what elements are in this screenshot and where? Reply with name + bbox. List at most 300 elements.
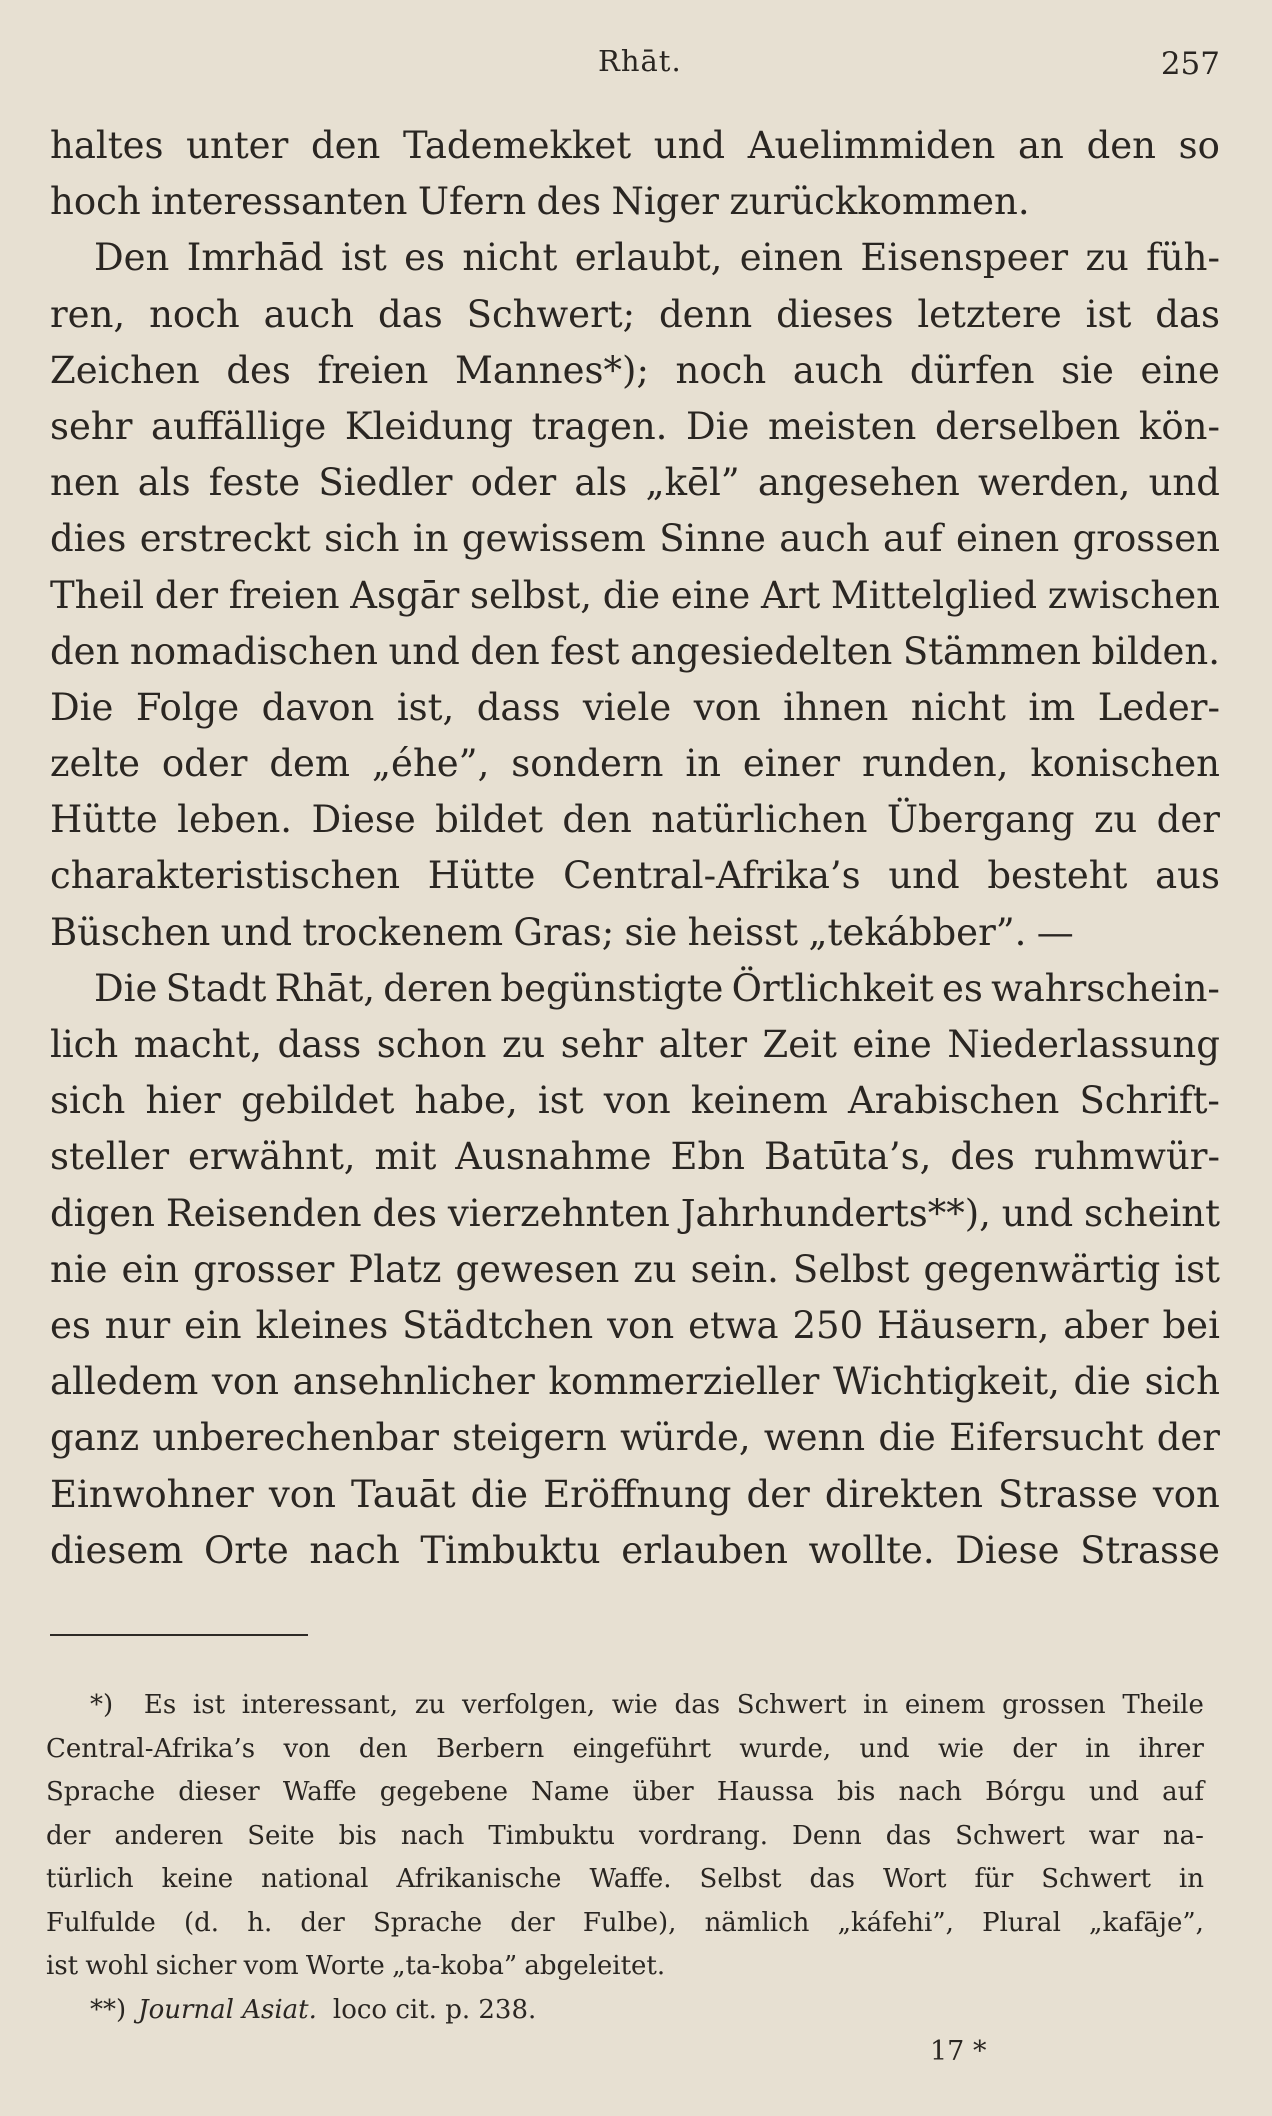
- word: mit: [374, 1135, 437, 1179]
- word: auch: [263, 292, 355, 336]
- word: Diese: [955, 1528, 1060, 1572]
- word: von: [693, 685, 761, 729]
- word: interessanten: [151, 180, 408, 224]
- word: —: [1036, 910, 1074, 954]
- word: sehr: [560, 1023, 644, 1066]
- word: wohl: [85, 1951, 149, 1981]
- word: „kafāje”,: [1089, 1907, 1204, 1938]
- word: selbst,: [470, 573, 593, 617]
- word: Diese: [311, 798, 416, 842]
- word: angesiedelten: [630, 629, 893, 673]
- word: ruhmwür-: [1033, 1135, 1220, 1179]
- word: gegenwärtig: [923, 1247, 1161, 1291]
- word: Schwert: [736, 1690, 847, 1720]
- word: Mannes*);: [455, 348, 649, 392]
- word: nach: [898, 1777, 963, 1807]
- word: Schwert;: [466, 292, 636, 336]
- word: den: [470, 629, 540, 673]
- text-line: [50, 1129, 1220, 1185]
- footnotes: [46, 1684, 1204, 2032]
- word: des: [536, 180, 602, 224]
- word: einen: [955, 517, 1060, 561]
- word: nicht: [462, 236, 558, 280]
- word: vordrang.: [639, 1820, 769, 1851]
- word: so: [1178, 124, 1220, 167]
- word: feste: [208, 461, 301, 505]
- word: Auelimmiden: [747, 124, 996, 167]
- word: Selbst: [792, 1247, 910, 1291]
- word: Imrhād: [186, 236, 324, 280]
- word: das: [1155, 292, 1220, 336]
- word: Niger: [611, 180, 719, 224]
- word: nach: [309, 1528, 400, 1572]
- word: zu: [1093, 798, 1138, 842]
- word: in: [685, 742, 722, 786]
- word: als: [574, 461, 628, 505]
- word: zu: [1085, 236, 1129, 280]
- word: das: [809, 1864, 855, 1894]
- word: letztere: [917, 292, 1062, 336]
- word: der: [1156, 1416, 1220, 1460]
- text-line: [50, 1523, 1220, 1579]
- word: Selbst: [699, 1864, 782, 1894]
- word: im: [1028, 685, 1076, 729]
- word: dieses: [776, 292, 894, 336]
- word: zu: [501, 1023, 546, 1066]
- word: noch: [675, 348, 767, 392]
- word: Worte: [305, 1951, 385, 1981]
- word: in: [863, 1690, 889, 1720]
- footnote-2: [46, 1989, 1204, 2033]
- word: oder: [161, 742, 248, 786]
- text-line: [46, 1815, 1204, 1859]
- word: ist: [341, 236, 387, 280]
- word: auch: [792, 348, 884, 392]
- text-line: [50, 792, 1220, 848]
- word: Strasse: [1080, 1528, 1220, 1572]
- word: angesehen: [757, 461, 960, 505]
- signature-mark: 17 *: [930, 2036, 987, 2067]
- word: nicht: [910, 685, 1006, 729]
- word: nämlich: [704, 1907, 810, 1938]
- word: von: [607, 1303, 675, 1347]
- running-title: Rhāt.: [598, 44, 682, 78]
- word: haltes: [50, 124, 164, 167]
- word: ren,: [50, 292, 126, 336]
- text-line: [50, 230, 1220, 286]
- page-number: 257: [1160, 46, 1220, 82]
- word: vom: [243, 1951, 299, 1981]
- word: Tauāt: [350, 1472, 456, 1516]
- word: und: [220, 910, 293, 954]
- text-line: [50, 455, 1220, 511]
- word: sich: [50, 1079, 126, 1123]
- word: tragen.: [531, 404, 668, 448]
- word: diesem: [50, 1528, 184, 1572]
- word: Zeichen: [50, 348, 200, 392]
- word: nur: [104, 1303, 171, 1347]
- text-line: [50, 1410, 1220, 1466]
- word: Ebn: [670, 1135, 746, 1179]
- word: Büschen: [50, 910, 211, 954]
- word: direkten: [824, 1472, 983, 1516]
- word: deren: [383, 966, 493, 1010]
- word: für: [974, 1864, 1014, 1894]
- word: „káfehi”,: [837, 1907, 954, 1938]
- word: keinem: [690, 1079, 828, 1123]
- text-line: [50, 174, 1220, 230]
- word: ganz: [50, 1416, 140, 1460]
- text-line: [50, 1467, 1220, 1523]
- word: Strasse: [998, 1472, 1138, 1516]
- word: Schwert: [955, 1820, 1065, 1851]
- word: einem: [904, 1690, 986, 1720]
- word: eingeführt: [572, 1733, 712, 1764]
- word: kleines: [255, 1303, 389, 1347]
- word: „ta-koba”: [392, 1951, 518, 1981]
- word: Hütte: [427, 854, 536, 898]
- word: ein: [184, 1303, 242, 1347]
- word: und: [653, 124, 726, 167]
- word: begünstigte: [500, 966, 724, 1010]
- text-line: [50, 399, 1220, 455]
- word: meisten: [767, 404, 917, 448]
- word: Es: [143, 1690, 177, 1720]
- word: viele: [582, 685, 672, 729]
- text-line: [50, 1017, 1220, 1073]
- word: steller: [50, 1135, 170, 1179]
- text-line: [50, 848, 1220, 904]
- word: der: [154, 573, 219, 617]
- word: steigern: [452, 1416, 607, 1460]
- text-line: [50, 118, 1220, 174]
- word: leben.: [177, 798, 293, 842]
- body-text: [50, 118, 1220, 1579]
- word: die: [602, 573, 661, 617]
- word: unberechenbar: [152, 1416, 439, 1460]
- word: anderen: [114, 1820, 224, 1851]
- word: Leder-: [1097, 685, 1220, 729]
- word: dem: [269, 742, 350, 786]
- word: Sprache: [46, 1777, 156, 1807]
- word: Central-Afrika’s: [46, 1733, 256, 1764]
- word: ist: [46, 1951, 79, 1981]
- word: Eifersucht: [949, 1416, 1144, 1460]
- word: Platz: [348, 1247, 442, 1291]
- text-line: [46, 1945, 1204, 1989]
- word: von: [283, 1733, 331, 1764]
- word: Die: [94, 966, 158, 1010]
- word: Timbuktu: [420, 1528, 601, 1572]
- word: Mittelglied: [830, 573, 1038, 617]
- footnote-2-marker: **): [90, 1994, 127, 2025]
- word: der: [1156, 798, 1220, 842]
- footnote-2-journal: Journal Asiat.: [138, 1994, 317, 2025]
- word: Stämmen: [902, 629, 1081, 673]
- word: von: [268, 1472, 336, 1516]
- word: ist: [537, 1079, 584, 1123]
- text-line: [50, 1073, 1220, 1129]
- word: zurückkommen.: [729, 180, 1030, 224]
- word: h.: [247, 1907, 273, 1938]
- text-line: [46, 1771, 1204, 1815]
- word: Rhāt,: [274, 966, 376, 1010]
- word: Batūta’s,: [763, 1135, 932, 1179]
- word: Einwohner: [50, 1472, 254, 1516]
- word: dies: [50, 517, 127, 561]
- word: und: [1148, 461, 1220, 505]
- text-line: [50, 736, 1220, 792]
- word: auf: [883, 517, 943, 561]
- word: des: [372, 1191, 437, 1235]
- word: in: [1178, 1864, 1204, 1894]
- word: zwischen: [1047, 573, 1220, 617]
- word: macht,: [133, 1023, 263, 1066]
- word: und: [859, 1733, 910, 1764]
- word: bis: [338, 1820, 377, 1851]
- word: natürlichen: [651, 798, 868, 842]
- word: verfolgen,: [462, 1690, 596, 1720]
- word: Fulfulde: [46, 1907, 156, 1938]
- word: Denn: [791, 1820, 862, 1851]
- word: etwa: [688, 1303, 779, 1347]
- word: Eröffnung: [543, 1472, 732, 1516]
- footnote-2-reference: loco cit. p. 238.: [332, 1994, 537, 2025]
- word: Übergang: [886, 798, 1075, 842]
- word: ist: [1085, 292, 1132, 336]
- word: in: [1085, 1733, 1111, 1764]
- footnote-divider: [50, 1634, 308, 1636]
- word: des: [950, 1135, 1015, 1179]
- word: den: [1086, 124, 1156, 167]
- word: gewissem: [461, 517, 646, 561]
- text-line: [50, 511, 1220, 567]
- word: kön-: [1138, 404, 1220, 448]
- word: würde,: [620, 1416, 751, 1460]
- word: derselben: [934, 404, 1121, 448]
- word: scheint: [1084, 1191, 1220, 1235]
- word: Art: [760, 573, 821, 617]
- word: „éhe”,: [371, 742, 490, 786]
- word: wenn: [763, 1416, 866, 1460]
- word: Sprache: [373, 1907, 483, 1938]
- word: grossen: [1072, 517, 1220, 561]
- word: das: [674, 1690, 721, 1720]
- word: erlauben: [621, 1528, 788, 1572]
- word: erlaubt,: [574, 236, 723, 280]
- word: von: [1152, 1472, 1220, 1516]
- word: Wichtigkeit,: [832, 1360, 1060, 1404]
- word: keine: [161, 1864, 234, 1894]
- word: und: [1088, 1777, 1139, 1807]
- word: über: [632, 1777, 694, 1807]
- word: die: [1073, 1360, 1131, 1404]
- word: gegebene: [379, 1777, 508, 1807]
- word: in: [412, 517, 449, 561]
- word: heisst: [687, 910, 799, 954]
- word: eine: [670, 573, 751, 617]
- word: war: [1088, 1820, 1139, 1851]
- text-line: [50, 1354, 1220, 1410]
- word: das: [885, 1820, 932, 1851]
- footnote-1: [46, 1684, 1204, 1989]
- text-line: [46, 1728, 1204, 1772]
- word: erstreckt: [139, 517, 311, 561]
- text-line: [46, 1858, 1204, 1902]
- word: auffällige: [150, 404, 327, 448]
- word: Die: [50, 685, 114, 729]
- word: den: [358, 1733, 408, 1764]
- word: „tekábber”.: [808, 910, 1027, 954]
- word: Bórgu: [985, 1777, 1066, 1807]
- word: habe,: [414, 1079, 518, 1123]
- word: dass: [277, 1023, 362, 1066]
- word: Jahrhunderts**),: [680, 1191, 991, 1235]
- word: sie: [624, 910, 678, 954]
- word: füh-: [1146, 236, 1220, 280]
- word: Kleidung: [344, 404, 514, 448]
- word: der: [300, 1907, 345, 1938]
- word: (d.: [183, 1907, 220, 1938]
- word: noch: [149, 292, 240, 336]
- word: interessant,: [241, 1690, 399, 1720]
- word: schon: [376, 1023, 487, 1066]
- word: besteht: [987, 854, 1128, 898]
- word: hoch: [50, 180, 141, 224]
- word: auch: [779, 517, 870, 561]
- word: bildet: [435, 798, 543, 842]
- word: Asgār: [350, 573, 460, 617]
- word: des: [226, 348, 291, 392]
- word: nie: [50, 1247, 108, 1291]
- word: sein.: [690, 1247, 779, 1291]
- footnote-1-marker: *): [90, 1690, 114, 1720]
- word: bilden.: [1091, 629, 1220, 673]
- text-line: [50, 961, 1220, 1017]
- word: dass: [476, 685, 561, 729]
- word: lich: [50, 1023, 119, 1066]
- word: bei: [1162, 1303, 1220, 1347]
- word: nomadischen: [129, 629, 378, 673]
- word: Folge: [135, 685, 240, 729]
- word: eine: [852, 1023, 932, 1066]
- word: aus: [1155, 854, 1220, 898]
- word: kommerzieller: [548, 1360, 820, 1404]
- word: und: [388, 629, 460, 673]
- word: Schrift-: [1079, 1079, 1220, 1123]
- word: und: [1001, 1191, 1074, 1235]
- word: Plural: [982, 1907, 1061, 1938]
- word: nen: [50, 461, 120, 505]
- word: zelte: [50, 742, 140, 786]
- word: sehr: [50, 404, 133, 448]
- text-line: [50, 624, 1220, 680]
- word: vierzehnten: [447, 1191, 670, 1235]
- word: ist: [192, 1690, 226, 1720]
- word: Wort: [882, 1864, 947, 1894]
- word: gebildet: [240, 1079, 395, 1123]
- word: sicher: [155, 1951, 237, 1981]
- word: das: [377, 292, 443, 336]
- word: „kēl”: [645, 461, 740, 505]
- word: türlich: [46, 1864, 134, 1894]
- word: Waffe.: [589, 1864, 672, 1894]
- word: erwähnt,: [187, 1135, 356, 1179]
- word: Haussa: [716, 1777, 814, 1807]
- word: es: [50, 1303, 91, 1347]
- word: werden,: [977, 461, 1131, 505]
- word: auf: [1162, 1777, 1204, 1807]
- word: digen: [50, 1191, 155, 1235]
- word: dieser: [178, 1777, 260, 1807]
- word: den: [562, 798, 632, 842]
- text-line: [50, 1242, 1220, 1298]
- word: ist: [1174, 1247, 1220, 1291]
- word: Niederlassung: [947, 1023, 1220, 1066]
- word: von: [211, 1360, 279, 1404]
- word: zu: [414, 1690, 446, 1720]
- word: Zeit: [762, 1023, 837, 1066]
- word: eine: [1140, 348, 1220, 392]
- word: davon: [261, 685, 375, 729]
- word: bis: [837, 1777, 876, 1807]
- text-line: [50, 680, 1220, 736]
- word: es: [404, 236, 445, 280]
- word: sich: [324, 517, 400, 561]
- word: die: [878, 1416, 936, 1460]
- word: Afrikanische: [396, 1864, 562, 1894]
- word: runden,: [861, 742, 1009, 786]
- word: Häusern,: [877, 1303, 1050, 1347]
- text-line: [50, 568, 1220, 624]
- word: Central-Afrika’s: [563, 854, 861, 898]
- word: alter: [658, 1023, 748, 1066]
- word: Fulbe),: [582, 1907, 677, 1938]
- word: es: [941, 966, 983, 1010]
- word: Hütte: [50, 798, 158, 842]
- word: wurde,: [739, 1733, 832, 1764]
- word: ist,: [396, 685, 455, 729]
- word: sondern: [511, 742, 664, 786]
- word: die: [470, 1472, 529, 1516]
- word: den: [50, 629, 120, 673]
- word: ein: [121, 1247, 180, 1291]
- word: grossen: [1002, 1690, 1106, 1720]
- page-header: [0, 44, 1272, 84]
- word: grosser: [193, 1247, 335, 1291]
- word: denn: [659, 292, 753, 336]
- word: Theile: [1122, 1690, 1204, 1720]
- word: sich: [1144, 1360, 1220, 1404]
- word: Reisenden: [165, 1191, 362, 1235]
- text-line: [50, 343, 1220, 399]
- word: hier: [145, 1079, 221, 1123]
- word: unter: [186, 124, 289, 167]
- word: Örtlichkeit: [731, 966, 934, 1010]
- word: aber: [1063, 1303, 1149, 1347]
- word: alledem: [50, 1360, 199, 1404]
- word: von: [603, 1079, 671, 1123]
- word: freien: [228, 573, 340, 617]
- word: Name: [531, 1777, 610, 1807]
- word: Sinne: [659, 517, 766, 561]
- word: fest: [550, 629, 620, 673]
- word: Städtchen: [402, 1303, 594, 1347]
- word: Schwert: [1041, 1864, 1151, 1894]
- text-line: [46, 1902, 1204, 1946]
- text-line: [50, 1298, 1220, 1354]
- word: und: [888, 854, 960, 898]
